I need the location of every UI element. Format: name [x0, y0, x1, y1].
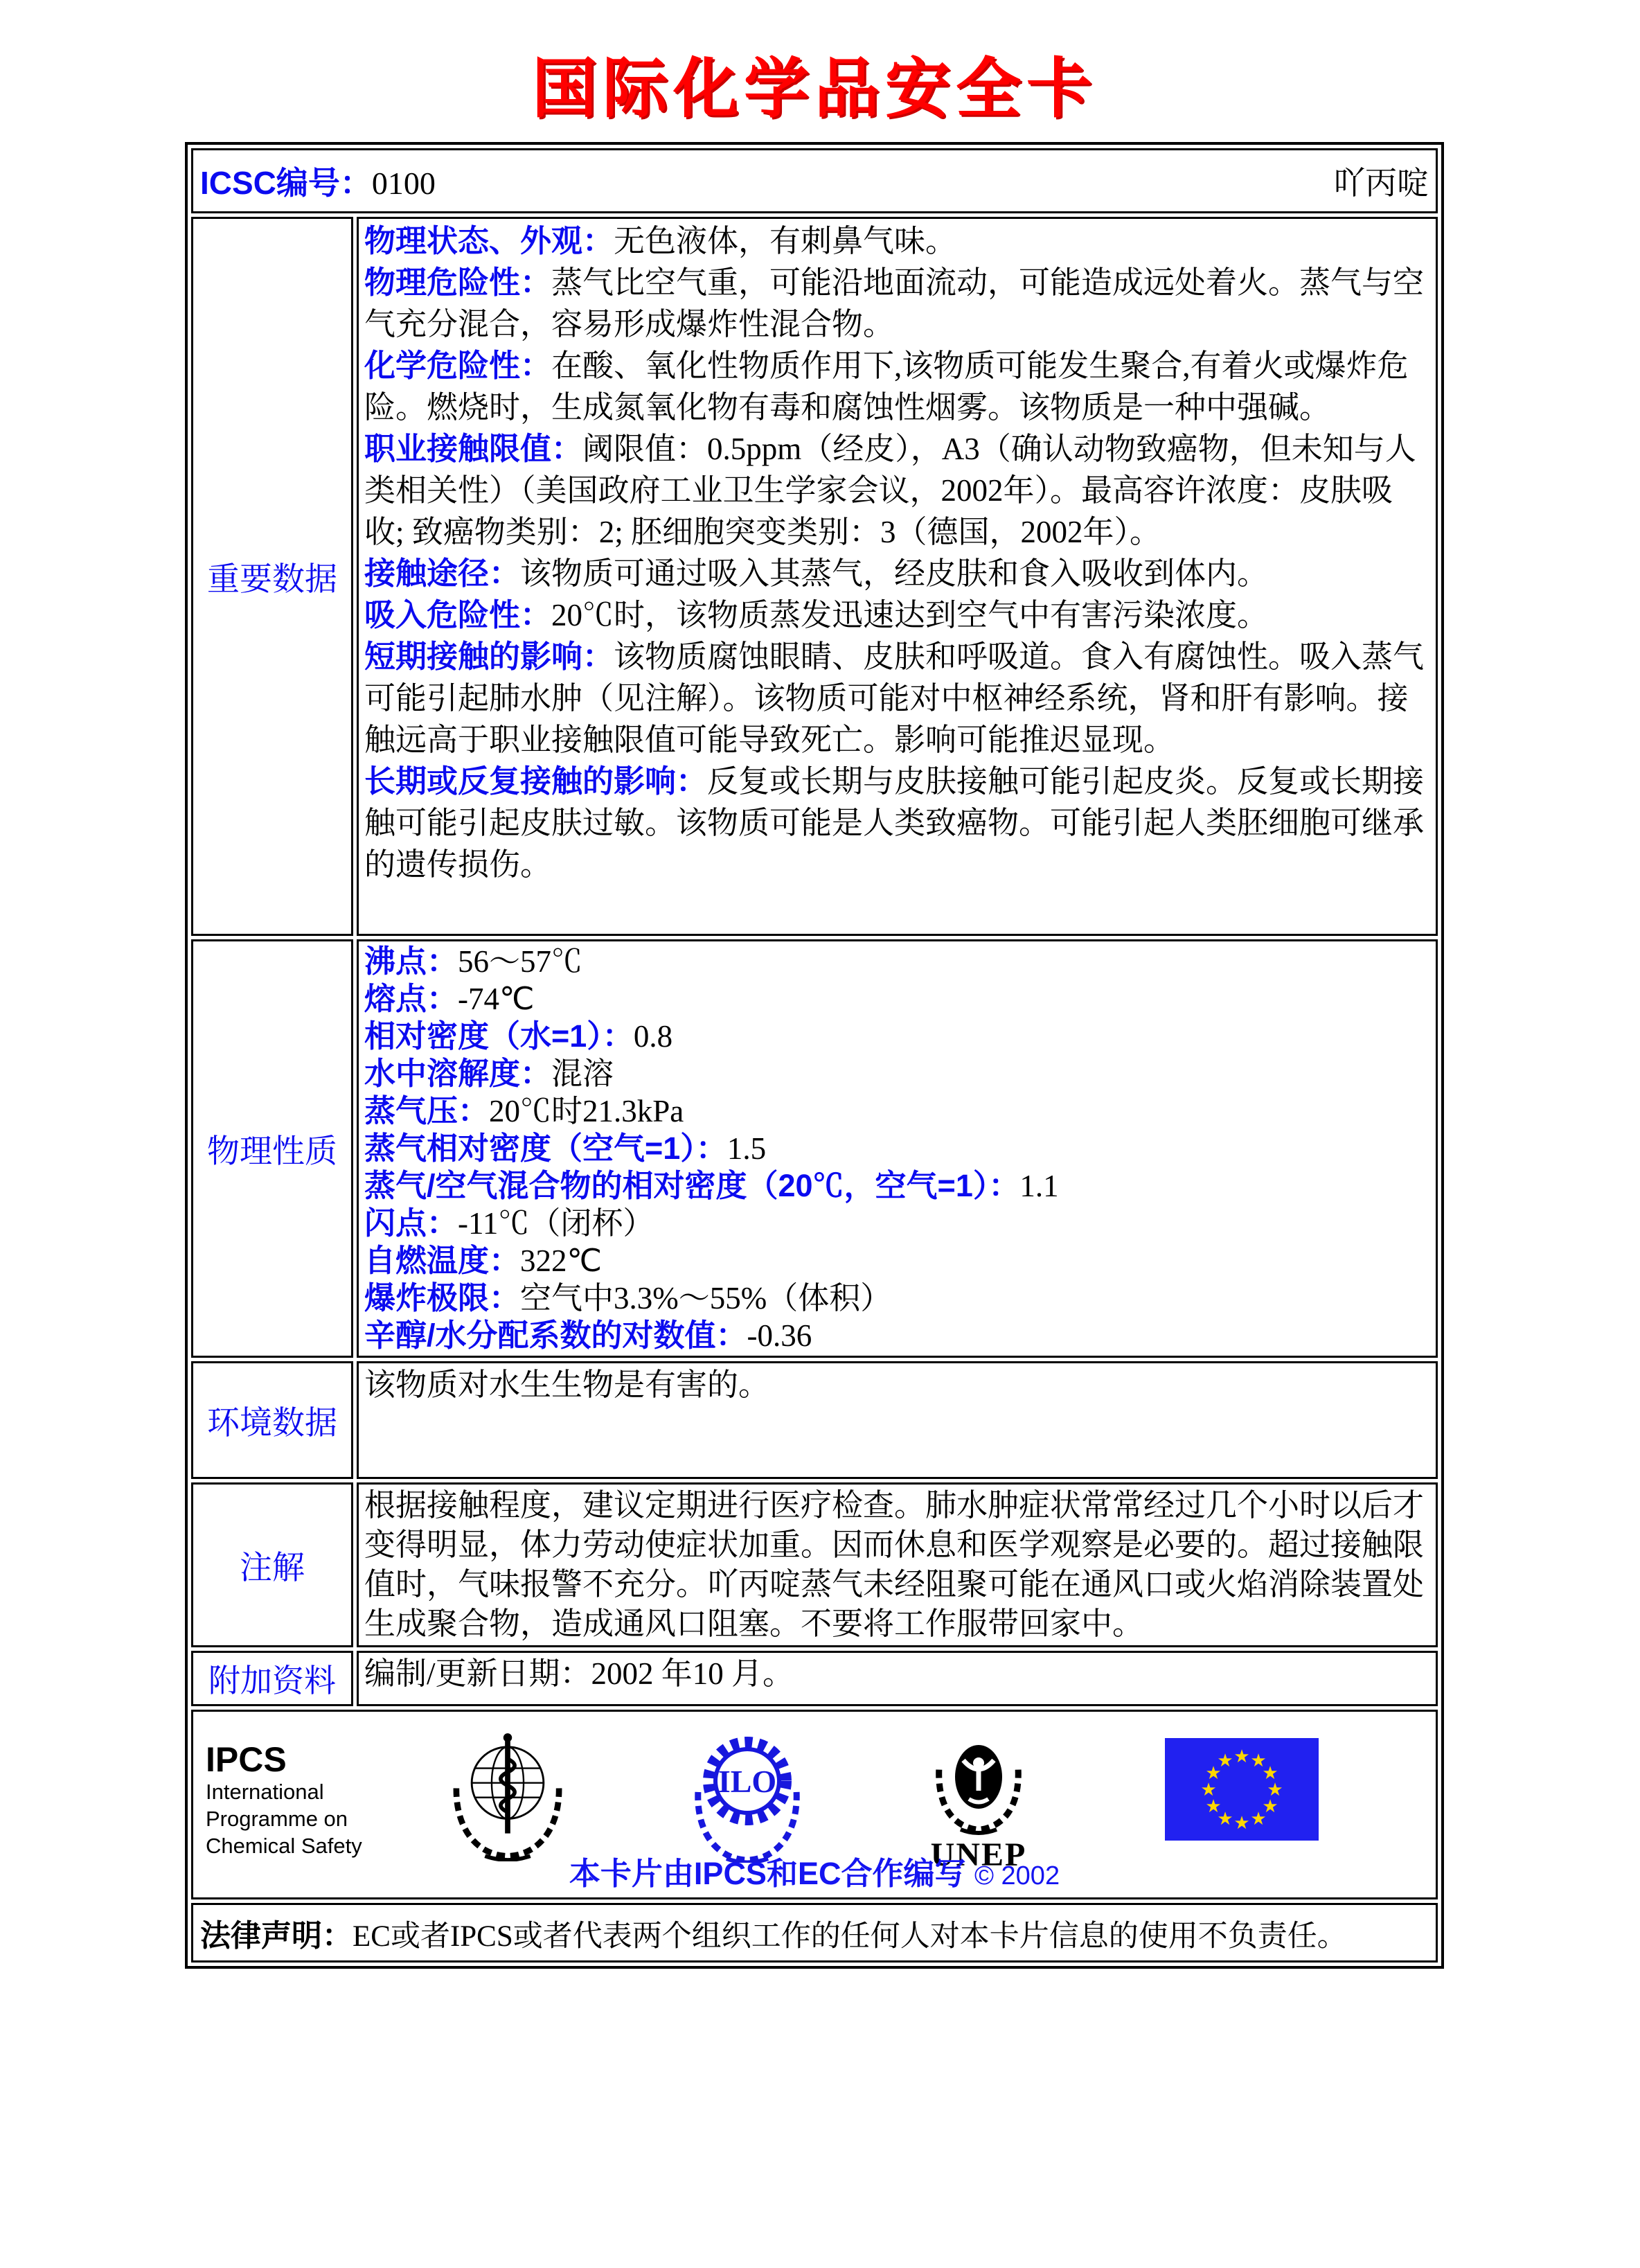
svg-text:★: ★ — [1217, 1809, 1233, 1829]
section-label-environmental-data: 环境数据 — [191, 1361, 353, 1479]
physical-property-item: 蒸气/空气混合物的相对密度（20℃，空气=1）：1.1 — [364, 1168, 1059, 1203]
important-data-row — [191, 217, 1438, 936]
physical-property-item: 相对密度（水=1）：0.8 — [364, 1018, 673, 1054]
ilo-letters: ILO — [718, 1764, 777, 1799]
important-data-item: 接触途径：该物质可通过吸入其蒸气，经皮肤和食入吸收到体内。 — [364, 556, 1269, 591]
svg-text:★: ★ — [1205, 1796, 1222, 1816]
additional-info-row — [191, 1651, 1438, 1706]
physical-property-item: 自燃温度：322℃ — [364, 1243, 603, 1278]
ipcs-title: IPCS — [206, 1740, 287, 1779]
svg-text:★: ★ — [1205, 1763, 1222, 1783]
additional-info-content: 编制/更新日期：2002 年10 月。 — [357, 1651, 1438, 1706]
legal-row — [191, 1903, 1438, 1963]
icsc-number-value: 0100 — [371, 166, 436, 201]
important-data-item: 化学危险性：在酸、氧化性物质作用下,该物质可能发生聚合,有着火或爆炸危险。燃烧时，生成氮氧化物有毒和腐蚀性烟雾。该物质是一种中强碱。 — [364, 348, 1409, 425]
who-emblem-icon — [441, 1726, 574, 1861]
svg-text:★: ★ — [1200, 1780, 1217, 1800]
important-data-item: 长期或反复接触的影响：反复或长期与皮肤接触可能引起皮炎。反复或长期接触可能引起皮肤过敏。该物质可能是人类致癌物。可能引起人类胚细胞可继承的遗传损伤。 — [364, 763, 1425, 882]
ipcs-text-block: IPCS International Programme on Chemical Safety — [206, 1740, 362, 1858]
header-row — [191, 148, 1438, 213]
svg-text:★: ★ — [1233, 1813, 1250, 1833]
environmental-data-content: 该物质对水生生物是有害的。 — [357, 1361, 1438, 1479]
section-label-additional-info: 附加资料 — [191, 1651, 353, 1706]
notes-content: 根据接触程度，建议定期进行医疗检查。肺水肿症状常常经过几个小时以后才变得明显，体力劳动使症状加重。因而休息和医学观察是必要的。超过接触限值时，气味报警不充分。吖丙啶蒸气未经阻聚可能在通风口或火焰消除装置处生成聚合物，造成通风口阻塞。不要将工作服带回家中。 — [357, 1482, 1438, 1647]
physical-property-item: 沸点：56～57℃ — [364, 943, 583, 979]
svg-text:★: ★ — [1233, 1746, 1250, 1766]
svg-text:★: ★ — [1267, 1780, 1283, 1800]
physical-property-item: 蒸气压：20℃时21.3kPa — [364, 1093, 684, 1128]
section-label-important-data: 重要数据 — [191, 217, 353, 936]
environmental-data-row — [191, 1361, 1438, 1479]
important-data-item: 职业接触限值：阈限值：0.5ppm（经皮），A3（确认动物致癌物，但未知与人类相关性）（美国政府工业卫生学家会议，2002年）。最高容许浓度：皮肤吸收; 致癌物类别：2; 胚细胞突变类别：3（德国，2002年）。 — [364, 431, 1416, 549]
copyright: © 2002 — [974, 1861, 1060, 1890]
important-data-item: 物理状态、外观：无色液体，有刺鼻气味。 — [364, 223, 957, 258]
physical-properties-row — [191, 939, 1438, 1358]
logos-row — [191, 1710, 1438, 1899]
legal-text: EC或者IPCS或者代表两个组织工作的任何人对本卡片信息的使用不负责任。 — [353, 1920, 1347, 1953]
important-data-content — [357, 217, 1438, 936]
svg-text:★: ★ — [1262, 1796, 1278, 1816]
svg-text:★: ★ — [1250, 1809, 1267, 1829]
notes-row — [191, 1482, 1438, 1647]
cooperation-caption: 本卡片由IPCS和EC合作编写 © 2002 — [569, 1856, 1060, 1891]
svg-text:★: ★ — [1250, 1751, 1267, 1771]
eu-flag-icon — [1165, 1738, 1319, 1841]
important-data-item: 短期接触的影响：该物质腐蚀眼睛、皮肤和呼吸道。食入有腐蚀性。吸入蒸气可能引起肺水肿（见注解）。该物质可能对中枢神经系统，肾和肝有影响。接触远高于职业接触限值可能导致死亡。影响可能推迟显现。 — [364, 639, 1425, 757]
chemical-name: 吖丙啶 — [1333, 166, 1429, 201]
ilo-emblem-icon — [685, 1727, 810, 1863]
icsc-card-table — [185, 142, 1444, 1969]
svg-text:★: ★ — [1217, 1751, 1233, 1771]
icsc-number-label: ICSC编号： — [200, 165, 372, 201]
section-label-notes: 注解 — [191, 1482, 353, 1647]
physical-property-item: 辛醇/水分配系数的对数值：-0.36 — [364, 1318, 812, 1353]
legal-label: 法律声明： — [200, 1919, 353, 1953]
important-data-item: 吸入危险性：20℃时，该物质蒸发迅速达到空气中有害污染浓度。 — [364, 597, 1269, 632]
important-data-item: 物理危险性：蒸气比空气重，可能沿地面流动，可能造成远处着火。蒸气与空气充分混合，容易形成爆炸性混合物。 — [364, 265, 1425, 342]
section-label-physical-properties: 物理性质 — [191, 939, 353, 1358]
physical-property-item: 蒸气相对密度（空气=1）：1.5 — [364, 1131, 767, 1166]
physical-property-item: 闪点：-11℃（闭杯） — [364, 1205, 654, 1241]
svg-text:★: ★ — [1262, 1763, 1278, 1783]
unep-word: UNEP — [930, 1836, 1027, 1872]
physical-properties-content — [357, 939, 1438, 1358]
physical-property-item: 熔点：-74℃ — [364, 981, 535, 1016]
physical-property-item: 爆炸极限：空气中3.3%～55%（体积） — [364, 1280, 892, 1315]
physical-property-item: 水中溶解度：混溶 — [364, 1056, 614, 1091]
page-title: 国际化学品安全卡 — [531, 52, 1097, 125]
